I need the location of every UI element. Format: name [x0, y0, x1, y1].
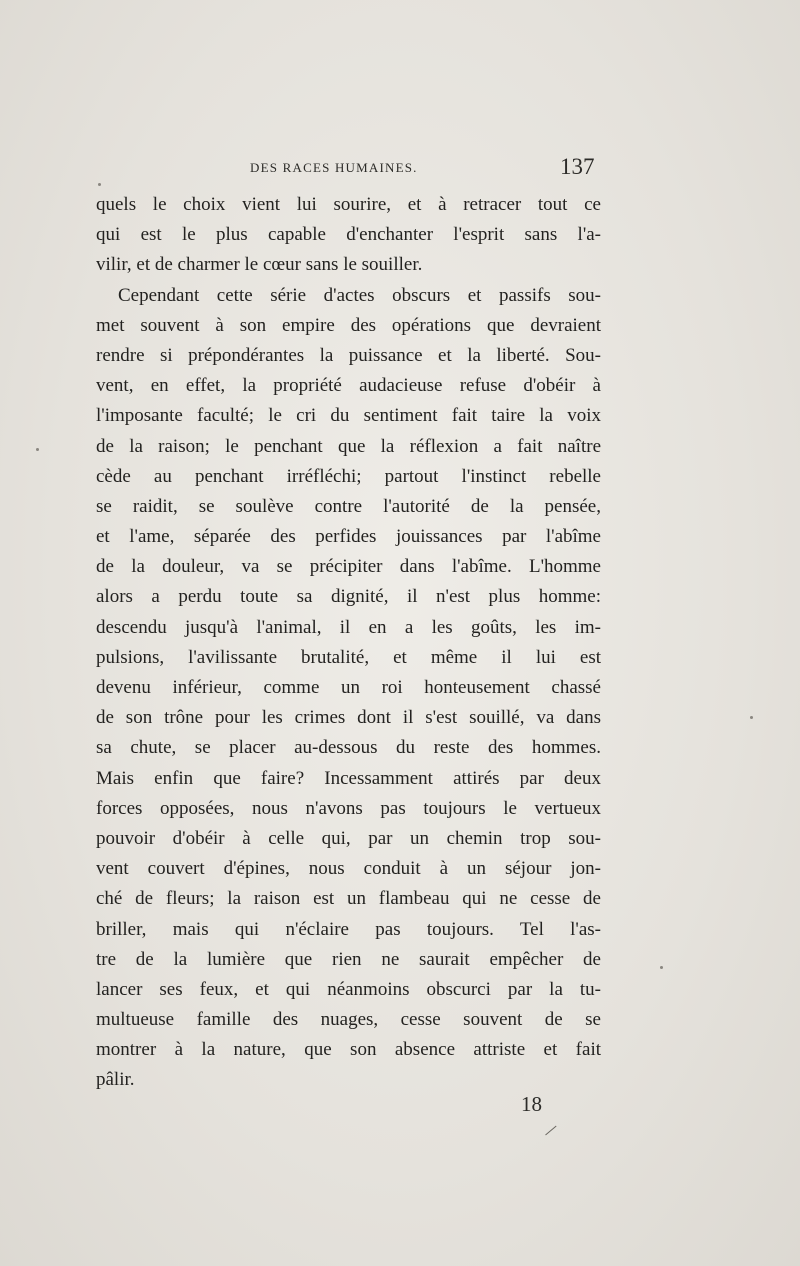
paper-speck	[36, 448, 39, 451]
text-line: pouvoir d'obéir à celle qui, par un chemin trop sou-	[96, 827, 601, 849]
text-line: forces opposées, nous n'avons pas toujours le vertueux	[96, 797, 601, 819]
text-line: alors a perdu toute sa dignité, il n'est plus homme:	[96, 586, 601, 608]
text-line: Mais enfin que faire? Incessamment attirés par deux	[96, 767, 601, 789]
running-head: DES RACES HUMAINES.	[250, 160, 418, 175]
text-line: quels le choix vient lui sourire, et à retracer tout ce	[96, 194, 601, 215]
text-line: pâlir.	[96, 1069, 135, 1091]
paper-speck	[750, 716, 753, 719]
text-line: de la raison; le penchant que la réflexion a fait naître	[96, 435, 601, 457]
text-line: se raidit, se soulève contre l'autorité de la pensée,	[96, 495, 601, 517]
text-line: briller, mais qui n'éclaire pas toujours. Tel l'as-	[96, 918, 601, 940]
text-line: vent, en effet, la propriété audacieuse refuse d'obéir à	[96, 375, 601, 397]
text-line: Cependant cette série d'actes obscurs et passifs sou-	[118, 284, 601, 306]
text-line: lancer ses feux, et qui néanmoins obscurci par la tu-	[96, 978, 601, 1000]
signature-mark: 18	[521, 1092, 542, 1116]
text-line: met souvent à son empire des opérations que devraient	[96, 314, 601, 336]
text-line: cède au penchant irréfléchi; partout l'instinct rebelle	[96, 465, 601, 487]
pencil-mark	[545, 1126, 557, 1136]
text-line: ché de fleurs; la raison est un flambeau qui ne cesse de	[96, 888, 601, 910]
text-line: montrer à la nature, que son absence attriste et fait	[96, 1039, 601, 1061]
text-line: qui est le plus capable d'enchanter l'esprit sans l'a-	[96, 224, 601, 246]
text-line: de son trône pour les crimes dont il s'est souillé, va dans	[96, 707, 601, 729]
text-line: multueuse famille des nuages, cesse souvent de se	[96, 1009, 601, 1031]
text-line: vilir, et de charmer le cœur sans le souiller.	[96, 254, 423, 276]
paper-speck	[98, 183, 101, 186]
text-line: tre de la lumière que rien ne saurait empêcher de	[96, 948, 601, 970]
text-line: l'imposante faculté; le cri du sentiment fait taire la voix	[96, 405, 601, 427]
text-line: rendre si prépondérantes la puissance et la liberté. Sou-	[96, 344, 601, 366]
text-line: devenu inférieur, comme un roi honteusement chassé	[96, 677, 601, 698]
text-line: sa chute, se placer au-dessous du reste des hommes.	[96, 737, 601, 759]
page-number: 137	[560, 154, 595, 179]
text-line: et l'ame, séparée des perfides jouissances par l'abîme	[96, 526, 601, 548]
text-line: pulsions, l'avilissante brutalité, et même il lui est	[96, 646, 601, 668]
paper-speck	[660, 966, 663, 969]
text-line: de la douleur, va se précipiter dans l'abîme. L'homme	[96, 556, 601, 578]
text-line: descendu jusqu'à l'animal, il en a les goûts, les im-	[96, 616, 601, 638]
text-line: vent couvert d'épines, nous conduit à un séjour jon-	[96, 858, 601, 880]
body-text	[96, 190, 601, 1096]
